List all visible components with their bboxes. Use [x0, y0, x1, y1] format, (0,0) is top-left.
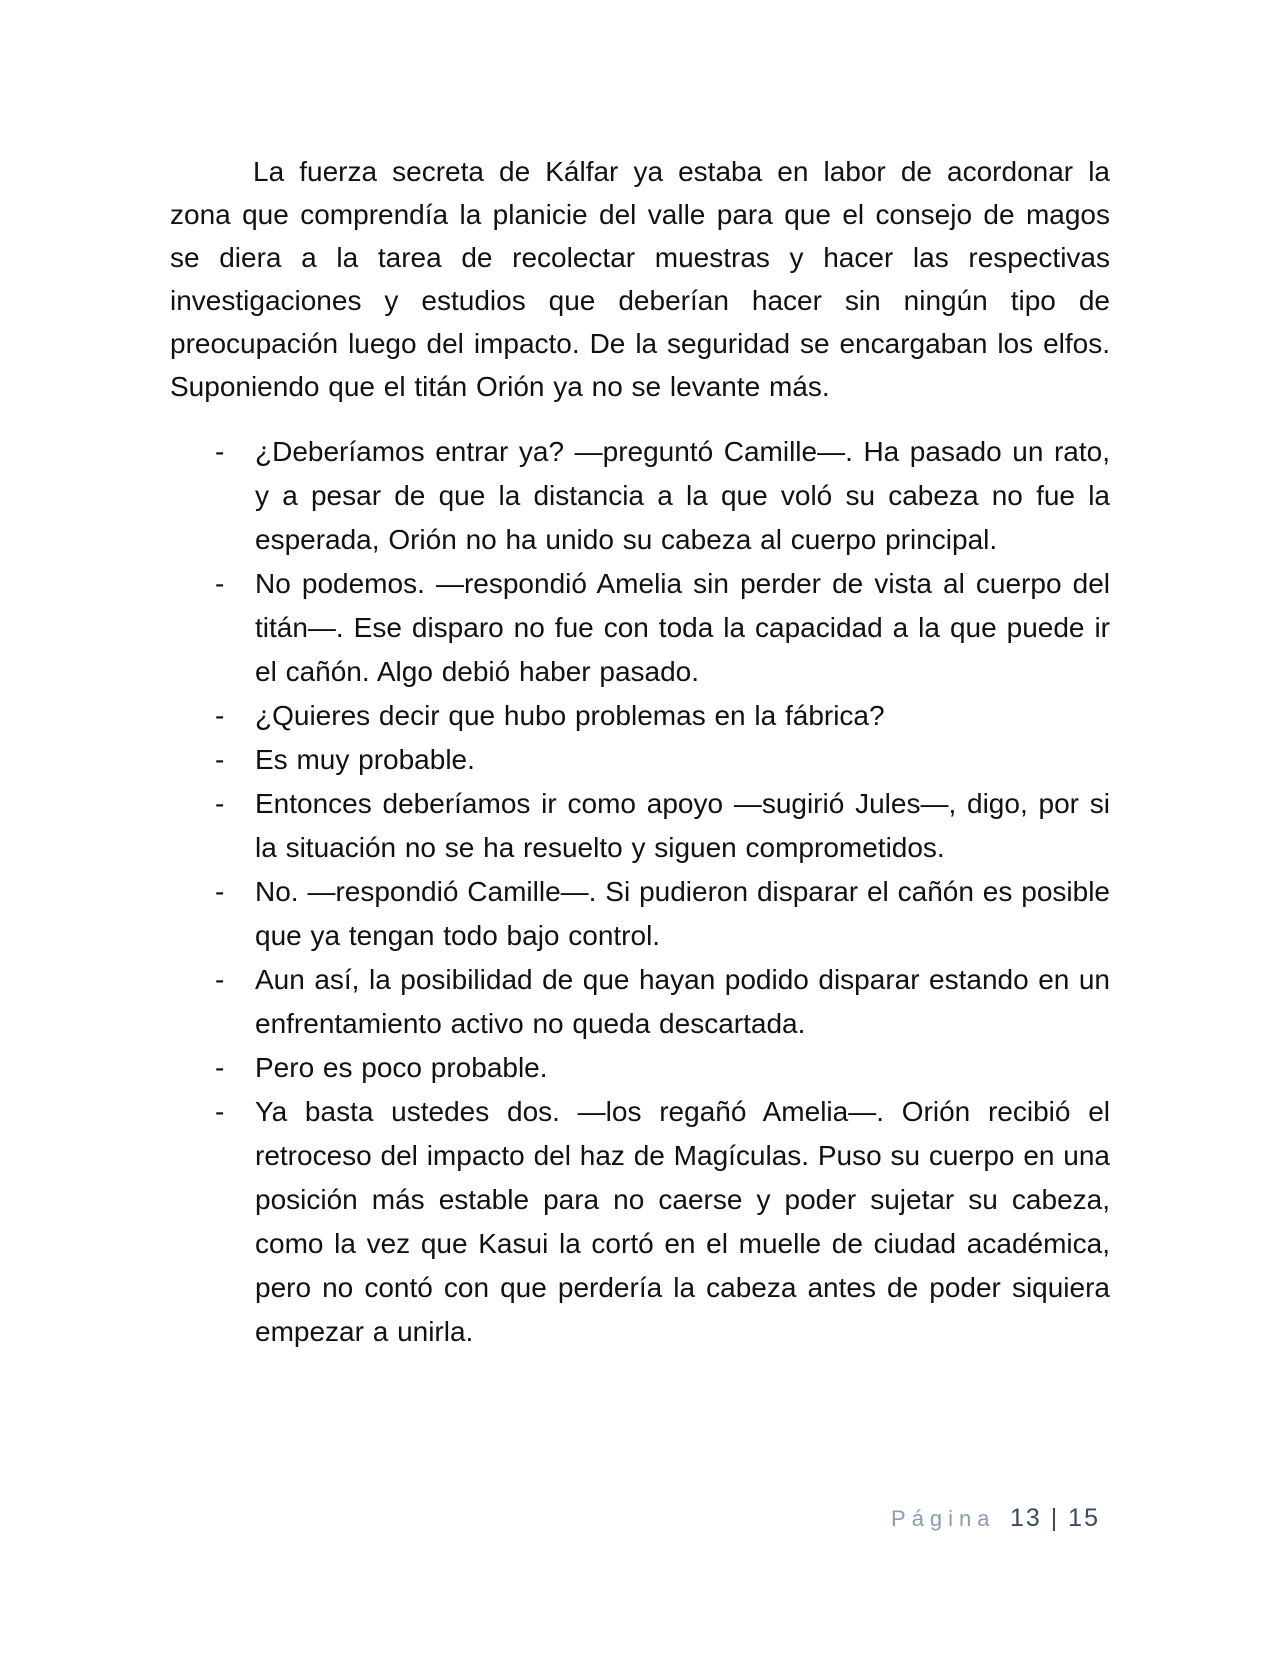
footer-page-label: Página — [891, 1506, 996, 1531]
list-item-text: Entonces deberíamos ir como apoyo —sugirió Jules—, digo, por si la situación no se ha resuelto y siguen comprometidos. — [255, 788, 1110, 863]
list-item-text: No podemos. —respondió Amelia sin perder de vista al cuerpo del titán—. Ese disparo no fue con toda la capacidad a la que puede ir el cañón. Algo debió haber pasado. — [255, 568, 1110, 687]
list-dash-marker: - — [215, 1052, 225, 1083]
list-dash-marker: - — [215, 876, 225, 907]
list-item — [170, 958, 1110, 1046]
list-item — [170, 430, 1110, 562]
list-dash-marker: - — [215, 700, 225, 731]
list-item — [170, 562, 1110, 694]
list-item-text: Ya basta ustedes dos. —los regañó Amelia—. Orión recibió el retroceso del impacto del haz de Magículas. Puso su cuerpo en una posición más estable para no caerse y poder sujetar su cabeza, como la vez que Kasui la cortó en el muelle de ciudad académica, pero no contó con que perdería la cabeza antes de poder siquiera empezar a unirla. — [255, 1096, 1110, 1347]
list-item-text: Aun así, la posibilidad de que hayan podido disparar estando en un enfrentamiento activo no queda descartada. — [255, 964, 1110, 1039]
list-item — [170, 1046, 1110, 1090]
list-item — [170, 694, 1110, 738]
page-content — [170, 150, 1110, 1354]
list-item-text: Pero es poco probable. — [255, 1052, 548, 1083]
body-paragraph: La fuerza secreta de Kálfar ya estaba en labor de acordonar la zona que comprendía la planicie del valle para que el consejo de magos se diera a la tarea de recolectar muestras y hacer las respectivas investigaciones y estudios que deberían hacer sin ningún tipo de preocupación luego del impacto. De la seguridad se encargaban los elfos. Suponiendo que el titán Orión ya no se levante más. — [170, 156, 1110, 402]
footer-page-number: 13 | 15 — [1009, 1504, 1100, 1532]
list-item-text: ¿Quieres decir que hubo problemas en la fábrica? — [255, 700, 885, 731]
list-dash-marker: - — [215, 568, 225, 599]
list-item — [170, 1090, 1110, 1354]
list-dash-marker: - — [215, 744, 225, 775]
list-dash-marker: - — [215, 964, 225, 995]
list-item — [170, 738, 1110, 782]
list-dash-marker: - — [215, 436, 225, 467]
list-item — [170, 782, 1110, 870]
list-item — [170, 870, 1110, 958]
dialogue-list — [170, 430, 1110, 1354]
list-item-text: Es muy probable. — [255, 744, 475, 775]
list-dash-marker: - — [215, 788, 225, 819]
list-item-text: ¿Deberíamos entrar ya? —preguntó Camille—. Ha pasado un rato, y a pesar de que la distancia a la que voló su cabeza no fue la esperada, Orión no ha unido su cabeza al cuerpo principal. — [255, 436, 1110, 555]
list-item-text: No. —respondió Camille—. Si pudieron disparar el cañón es posible que ya tengan todo bajo control. — [255, 876, 1110, 951]
page-footer — [891, 1504, 1100, 1533]
list-dash-marker: - — [215, 1096, 225, 1127]
